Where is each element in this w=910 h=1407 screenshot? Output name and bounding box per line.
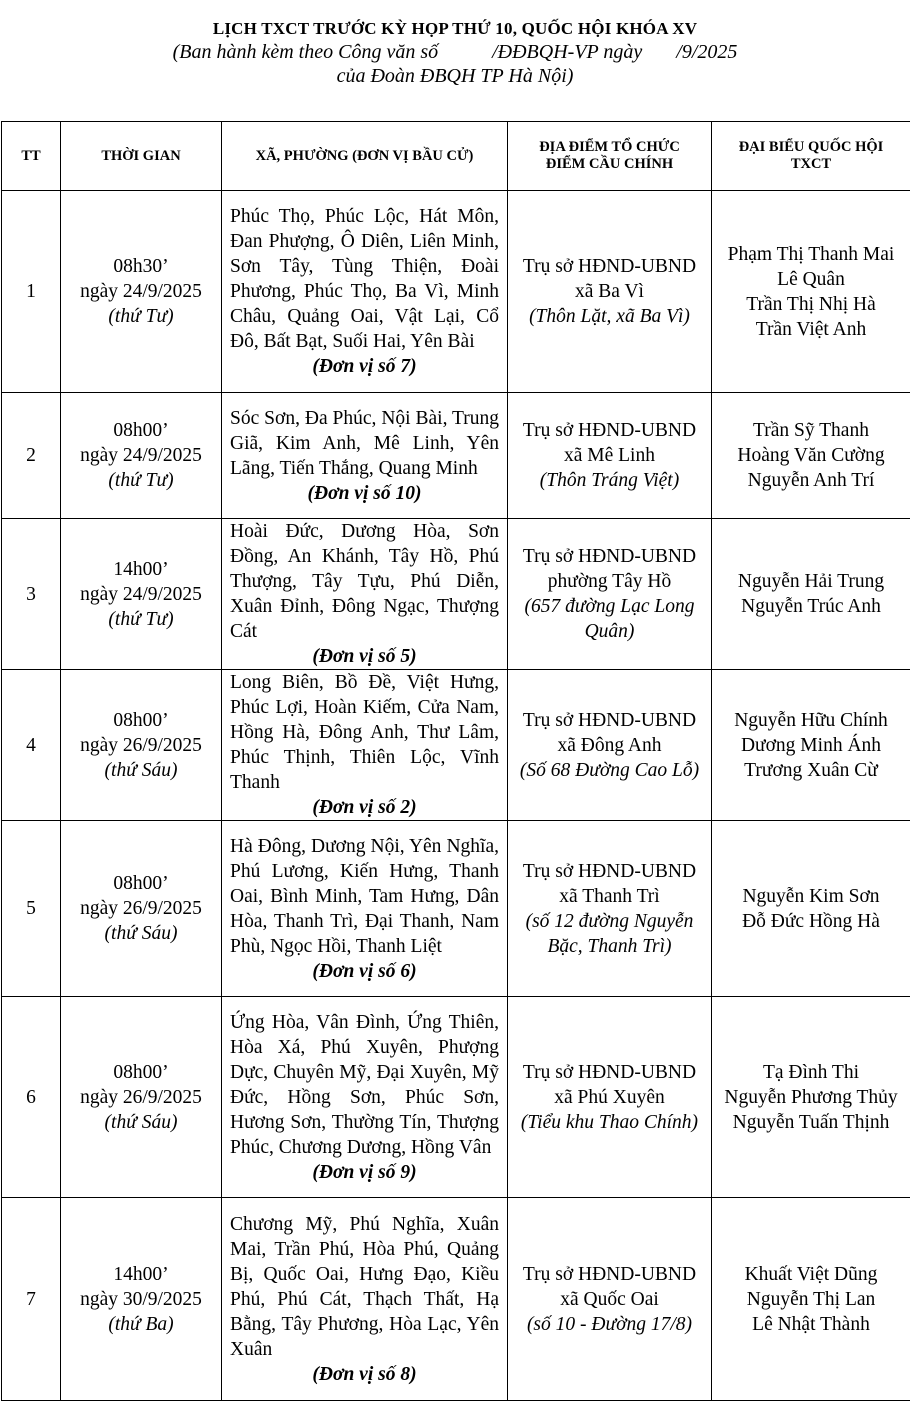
row-time-cell bbox=[61, 393, 222, 519]
row-time: 08h00’ bbox=[113, 1061, 169, 1083]
row-place-name: Trụ sở HĐND-UBND bbox=[522, 1263, 697, 1285]
row-number: 7 bbox=[2, 1198, 61, 1401]
row-place-cell bbox=[508, 821, 712, 997]
header-delegates bbox=[712, 122, 910, 191]
row-time-cell bbox=[61, 997, 222, 1198]
table-row bbox=[2, 1198, 910, 1401]
row-delegates-cell bbox=[712, 1198, 910, 1401]
row-delegates-cell bbox=[712, 191, 910, 393]
row-time: 08h30’ bbox=[113, 256, 169, 277]
delegate-name: Khuất Việt Dũng bbox=[744, 1263, 878, 1285]
row-number: 5 bbox=[2, 821, 61, 997]
table-row bbox=[2, 519, 910, 670]
row-unit-label: (Đơn vị số 6) bbox=[312, 960, 417, 982]
row-time: 14h00’ bbox=[113, 558, 169, 580]
row-unit-label: (Đơn vị số 2) bbox=[312, 797, 417, 818]
row-date: ngày 24/9/2025 bbox=[80, 583, 202, 605]
row-unit-label: (Đơn vị số 5) bbox=[312, 646, 417, 667]
row-place-name: Trụ sở HĐND-UBND bbox=[522, 420, 697, 441]
row-place-address: (Tiểu khu Thao Chính) bbox=[520, 1111, 699, 1133]
row-units: Chương Mỹ, Phú Nghĩa, Xuân Mai, Trần Phú, Hòa Phú, Quảng Bị, Quốc Oai, Hưng Đạo, Kiều Phú, Phú Cát, Thạch Thất, Hạ Bằng, Tây Phương, Hòa Lạc, Yên Xuân bbox=[230, 1213, 499, 1360]
delegate-name: Trần Sỹ Thanh bbox=[753, 420, 869, 441]
subtitle-part2: /ĐĐBQH-VP ngày bbox=[492, 41, 643, 63]
delegate-name: Nguyễn Tuấn Thịnh bbox=[732, 1111, 890, 1133]
row-time: 08h00’ bbox=[113, 709, 169, 731]
row-unit-label: (Đơn vị số 8) bbox=[312, 1363, 417, 1385]
row-units-cell bbox=[222, 670, 508, 821]
row-number: 2 bbox=[2, 393, 61, 519]
row-place-address: (số 12 đường Nguyễn Bặc, Thanh Trì) bbox=[525, 910, 694, 957]
row-units: Ứng Hòa, Vân Đình, Ứng Thiên, Hòa Xá, Phú Xuyên, Phượng Dực, Chuyên Mỹ, Đại Xuyên, Mỹ Đức, Hồng Sơn, Phúc Sơn, Hương Sơn, Thường Tín, Thượng Phúc, Chương Dương, Hồng Vân bbox=[230, 1011, 499, 1158]
row-weekday: (thứ Ba) bbox=[108, 1313, 174, 1335]
row-place-cell bbox=[508, 997, 712, 1198]
row-date: ngày 26/9/2025 bbox=[80, 1086, 202, 1108]
row-number: 1 bbox=[2, 191, 61, 393]
document-header bbox=[0, 0, 910, 102]
row-place-unit: xã Ba Vì bbox=[575, 281, 644, 302]
delegate-name: Nguyễn Hải Trung bbox=[737, 571, 885, 592]
row-place-unit: xã Phú Xuyên bbox=[554, 1086, 665, 1108]
row-delegates-cell bbox=[712, 393, 910, 519]
row-weekday: (thứ Tư) bbox=[108, 608, 174, 630]
delegate-name: Nguyễn Kim Sơn bbox=[742, 885, 880, 907]
row-delegates-cell bbox=[712, 519, 910, 670]
row-place-unit: phường Tây Hồ bbox=[547, 571, 672, 592]
row-place-cell bbox=[508, 191, 712, 393]
row-place-address: (Số 68 Đường Cao Lỗ) bbox=[519, 759, 700, 781]
row-delegates-cell bbox=[712, 997, 910, 1198]
header-place bbox=[508, 122, 712, 191]
row-place-address: (số 10 - Đường 17/8) bbox=[526, 1313, 693, 1335]
delegate-name: Tạ Đình Thi bbox=[762, 1061, 860, 1083]
row-number: 3 bbox=[2, 519, 61, 670]
row-number: 6 bbox=[2, 997, 61, 1198]
delegate-name: Trương Xuân Cừ bbox=[744, 759, 878, 781]
row-place-address: (657 đường Lạc Long Quân) bbox=[524, 596, 695, 642]
header-tt: TT bbox=[2, 122, 61, 191]
row-weekday: (thứ Sáu) bbox=[104, 923, 178, 944]
header-place-line2: ĐIỂM CẦU CHÍNH bbox=[545, 156, 674, 172]
row-place-cell bbox=[508, 519, 712, 670]
row-place-name: Trụ sở HĐND-UBND bbox=[522, 256, 697, 277]
row-place-name: Trụ sở HĐND-UBND bbox=[522, 709, 697, 731]
row-place-unit: xã Quốc Oai bbox=[560, 1288, 659, 1310]
row-unit-label: (Đơn vị số 7) bbox=[312, 356, 417, 377]
row-date: ngày 30/9/2025 bbox=[80, 1288, 202, 1310]
row-time-cell bbox=[61, 191, 222, 393]
row-unit-label: (Đơn vị số 10) bbox=[307, 482, 422, 504]
delegate-name: Lê Quân bbox=[777, 268, 845, 290]
row-date: ngày 26/9/2025 bbox=[80, 898, 202, 919]
row-delegates-cell bbox=[712, 821, 910, 997]
row-units: Phúc Thọ, Phúc Lộc, Hát Môn, Đan Phượng, Ô Diên, Liên Minh, Sơn Tây, Tùng Thiện, Đoài Phương, Phúc Thọ, Ba Vì, Minh Châu, Quảng Oai, Vật Lại, Cổ Đô, Bất Bạt, Suối Hai, Yên Bài bbox=[230, 206, 499, 352]
subtitle-part1: (Ban hành kèm theo Công văn số bbox=[172, 41, 439, 63]
document-title: LỊCH TXCT TRƯỚC KỲ HỌP THỨ 10, QUỐC HỘI KHÓA XV bbox=[212, 19, 698, 38]
delegate-name: Lê Nhật Thành bbox=[752, 1313, 870, 1335]
header-place-line1: ĐỊA ĐIỂM TỔ CHỨC bbox=[539, 139, 680, 155]
delegate-name: Trần Thị Nhị Hà bbox=[746, 293, 876, 315]
row-place-name: Trụ sở HĐND-UBND bbox=[522, 546, 697, 567]
row-date: ngày 24/9/2025 bbox=[80, 445, 202, 466]
row-weekday: (thứ Sáu) bbox=[104, 759, 178, 781]
header-delegates-line1: ĐẠI BIỂU QUỐC HỘI bbox=[738, 139, 884, 155]
subtitle-part3: /9/2025 bbox=[676, 41, 738, 63]
delegate-name: Nguyễn Phương Thủy bbox=[724, 1086, 898, 1108]
row-place-cell bbox=[508, 670, 712, 821]
row-weekday: (thứ Tư) bbox=[108, 470, 174, 491]
delegate-name: Phạm Thị Thanh Mai bbox=[727, 243, 895, 265]
row-place-address: (Thôn Lặt, xã Ba Vì) bbox=[529, 306, 690, 327]
row-units-cell bbox=[222, 997, 508, 1198]
row-place-cell bbox=[508, 1198, 712, 1401]
row-time-cell bbox=[61, 670, 222, 821]
delegate-name: Nguyễn Thị Lan bbox=[746, 1288, 876, 1310]
table-row bbox=[2, 191, 910, 393]
table-header-row bbox=[2, 122, 910, 191]
row-units-cell bbox=[222, 1198, 508, 1401]
row-time: 08h00’ bbox=[113, 420, 169, 441]
header-time: THỜI GIAN bbox=[61, 122, 222, 191]
row-time: 14h00’ bbox=[113, 1263, 169, 1285]
header-delegates-line2: TXCT bbox=[790, 156, 832, 172]
table-row bbox=[2, 821, 910, 997]
row-units-cell bbox=[222, 821, 508, 997]
delegate-name: Nguyễn Trúc Anh bbox=[741, 596, 881, 617]
row-place-unit: xã Đông Anh bbox=[557, 734, 662, 756]
table-row bbox=[2, 997, 910, 1198]
schedule-table bbox=[1, 121, 910, 1401]
row-place-unit: xã Mê Linh bbox=[564, 445, 655, 466]
delegate-name: Trần Việt Anh bbox=[755, 318, 867, 340]
row-time-cell bbox=[61, 1198, 222, 1401]
row-units-cell bbox=[222, 393, 508, 519]
row-weekday: (thứ Tư) bbox=[108, 306, 174, 327]
row-delegates-cell bbox=[712, 670, 910, 821]
row-time: 08h00’ bbox=[113, 873, 169, 894]
row-time-cell bbox=[61, 519, 222, 670]
delegate-name: Nguyễn Hữu Chính bbox=[734, 709, 888, 731]
row-units-cell bbox=[222, 191, 508, 393]
row-place-unit: xã Thanh Trì bbox=[559, 885, 660, 907]
delegate-name: Nguyễn Anh Trí bbox=[747, 470, 875, 491]
delegate-name: Dương Minh Ánh bbox=[740, 734, 882, 756]
row-units: Hoài Đức, Dương Hòa, Sơn Đồng, An Khánh, Tây Hồ, Phú Thượng, Tây Tựu, Phú Diễn, Xuân Đỉnh, Đông Ngạc, Thượng Cát bbox=[230, 521, 499, 642]
table-row bbox=[2, 393, 910, 519]
header-units: XÃ, PHƯỜNG (ĐƠN VỊ BẦU CỬ) bbox=[222, 122, 508, 191]
row-units: Sóc Sơn, Đa Phúc, Nội Bài, Trung Giã, Kim Anh, Mê Linh, Yên Lãng, Tiến Thắng, Quang Minh bbox=[230, 407, 499, 479]
row-number: 4 bbox=[2, 670, 61, 821]
row-date: ngày 24/9/2025 bbox=[80, 281, 202, 302]
row-units: Long Biên, Bồ Đề, Việt Hưng, Phúc Lợi, Hoàn Kiếm, Cửa Nam, Hồng Hà, Đông Anh, Thư Lâm, Phúc Thịnh, Thiên Lộc, Vĩnh Thanh bbox=[230, 672, 499, 793]
row-date: ngày 26/9/2025 bbox=[80, 734, 202, 756]
subtitle-line2: của Đoàn ĐBQH TP Hà Nội) bbox=[336, 65, 574, 87]
row-weekday: (thứ Sáu) bbox=[104, 1111, 178, 1133]
row-place-name: Trụ sở HĐND-UBND bbox=[522, 860, 697, 882]
row-units: Hà Đông, Dương Nội, Yên Nghĩa, Phú Lương, Kiến Hưng, Thanh Oai, Bình Minh, Tam Hưng, Dân Hòa, Thanh Trì, Đại Thanh, Nam Phù, Ngọc Hồi, Thanh Liệt bbox=[230, 835, 499, 957]
row-place-name: Trụ sở HĐND-UBND bbox=[522, 1061, 697, 1083]
delegate-name: Đỗ Đức Hồng Hà bbox=[742, 910, 880, 932]
delegate-name: Hoàng Văn Cường bbox=[737, 445, 885, 466]
row-unit-label: (Đơn vị số 9) bbox=[312, 1161, 417, 1183]
row-time-cell bbox=[61, 821, 222, 997]
document-subtitle bbox=[0, 40, 910, 88]
row-place-address: (Thôn Tráng Việt) bbox=[539, 470, 680, 491]
table-row bbox=[2, 670, 910, 821]
row-units-cell bbox=[222, 519, 508, 670]
row-place-cell bbox=[508, 393, 712, 519]
